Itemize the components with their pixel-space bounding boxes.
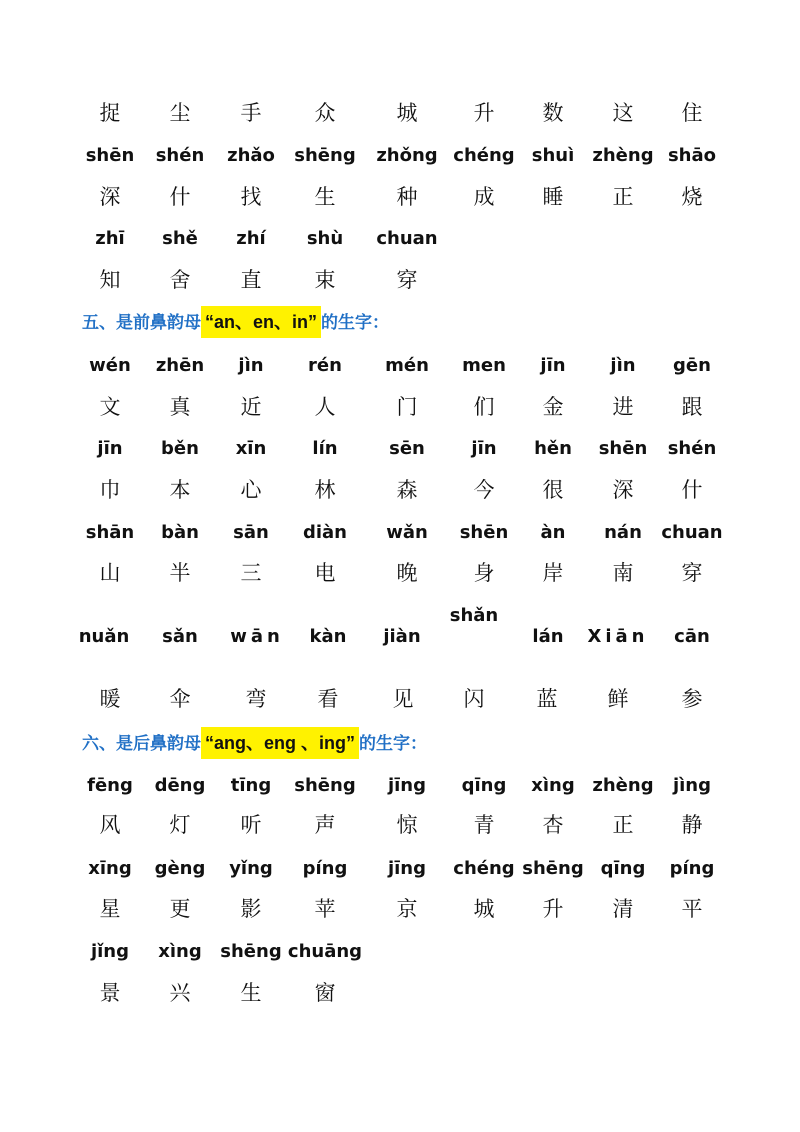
section-title-prefix: 六、是后鼻韵母 <box>82 734 201 754</box>
pinyin-text: shēng <box>220 941 282 962</box>
pinyin-row <box>0 513 800 553</box>
pinyin-text: shēn <box>598 438 648 459</box>
hanzi-char: 什 <box>169 185 191 209</box>
hanzi-row <box>0 177 800 217</box>
pinyin-text: shén <box>155 145 205 166</box>
hanzi-char: 林 <box>314 478 336 502</box>
pinyin-text: shān <box>85 522 135 543</box>
hanzi-char: 生 <box>314 185 336 209</box>
hanzi-char: 伞 <box>169 687 191 711</box>
hanzi-char: 近 <box>240 395 262 419</box>
pinyin-text: jǐng <box>90 941 130 962</box>
pinyin-text: chuan <box>376 228 438 249</box>
hanzi-char: 京 <box>396 897 418 921</box>
hanzi-row <box>0 973 800 1013</box>
hanzi-char: 山 <box>99 561 121 585</box>
pinyin-text: qīng <box>461 775 507 796</box>
hanzi-char: 青 <box>473 813 495 837</box>
pinyin-row <box>0 219 800 259</box>
pinyin-text: shù <box>306 228 344 249</box>
hanzi-char: 知 <box>99 268 121 292</box>
pinyin-text: bàn <box>161 522 199 543</box>
hanzi-char: 升 <box>542 897 564 921</box>
pinyin-text: píng <box>669 858 715 879</box>
hanzi-char: 窗 <box>314 981 336 1005</box>
pinyin-text: shě <box>162 228 198 249</box>
hanzi-char: 文 <box>99 395 121 419</box>
pinyin-text: gèng <box>154 858 206 879</box>
hanzi-char: 声 <box>314 813 336 837</box>
pinyin-text: zhí <box>236 228 266 249</box>
section-title-prefix: 五、是前鼻韵母 <box>82 313 201 333</box>
pinyin-text: kàn <box>309 626 347 647</box>
hanzi-char: 星 <box>99 897 121 921</box>
hanzi-char: 束 <box>314 268 336 292</box>
hanzi-char: 进 <box>612 395 634 419</box>
pinyin-text: nuǎn <box>78 626 130 647</box>
pinyin-text: yǐng <box>229 858 273 879</box>
hanzi-row <box>0 805 800 845</box>
hanzi-char: 半 <box>169 561 191 585</box>
pinyin-text: jiàn <box>383 626 421 647</box>
hanzi-char: 睡 <box>542 185 564 209</box>
pinyin-row <box>0 932 800 972</box>
pinyin-text: qīng <box>600 858 646 879</box>
hanzi-char: 看 <box>317 687 339 711</box>
pinyin-text: shāo <box>667 145 717 166</box>
hanzi-char: 正 <box>612 813 634 837</box>
hanzi-char: 这 <box>612 101 634 125</box>
pinyin-text: shuì <box>531 145 575 166</box>
hanzi-char: 什 <box>681 478 703 502</box>
pinyin-text: jìng <box>672 775 712 796</box>
hanzi-char: 成 <box>473 185 495 209</box>
pinyin-text: zhǎo <box>227 145 275 166</box>
hanzi-char: 尘 <box>169 101 191 125</box>
hanzi-char: 暖 <box>99 687 121 711</box>
pinyin-text: wén <box>89 355 131 376</box>
pinyin-text: cān <box>674 626 710 647</box>
hanzi-char: 景 <box>99 981 121 1005</box>
pinyin-text: jīn <box>540 355 566 376</box>
hanzi-row <box>0 889 800 929</box>
hanzi-char: 灯 <box>169 813 191 837</box>
hanzi-row <box>0 387 800 427</box>
pinyin-text: shēn <box>85 145 135 166</box>
hanzi-char: 兴 <box>169 981 191 1005</box>
pinyin-text: xìng <box>158 941 202 962</box>
pinyin-text: wǎn <box>386 522 428 543</box>
hanzi-char: 门 <box>396 395 418 419</box>
hanzi-char: 城 <box>473 897 495 921</box>
pinyin-text: jìn <box>238 355 264 376</box>
hanzi-row <box>0 679 800 719</box>
hanzi-char: 找 <box>240 185 262 209</box>
hanzi-char: 鲜 <box>607 687 629 711</box>
hanzi-char: 弯 <box>245 687 267 711</box>
hanzi-char: 深 <box>99 185 121 209</box>
section-title-highlight: “ang、eng 、ing” <box>201 727 359 759</box>
hanzi-char: 心 <box>240 478 262 502</box>
pinyin-text: wān <box>230 626 284 647</box>
pinyin-text: hěn <box>534 438 572 459</box>
hanzi-char: 舍 <box>169 268 191 292</box>
pinyin-text: dēng <box>154 775 206 796</box>
pinyin-text: zhēn <box>155 355 205 376</box>
hanzi-row <box>0 553 800 593</box>
pinyin-text: mén <box>385 355 429 376</box>
hanzi-char: 南 <box>612 561 634 585</box>
hanzi-char: 直 <box>240 268 262 292</box>
hanzi-char: 正 <box>612 185 634 209</box>
hanzi-char: 杏 <box>542 813 564 837</box>
hanzi-char: 晚 <box>396 561 418 585</box>
hanzi-char: 真 <box>169 395 191 419</box>
pinyin-text: běn <box>161 438 199 459</box>
pinyin-text: xīng <box>88 858 132 879</box>
hanzi-char: 影 <box>240 897 262 921</box>
hanzi-char: 升 <box>473 101 495 125</box>
section-title-highlight: “an、en、in” <box>201 306 321 338</box>
hanzi-char: 岸 <box>542 561 564 585</box>
pinyin-text: lín <box>312 438 338 459</box>
pinyin-text: shǎn <box>449 605 499 626</box>
hanzi-char: 烧 <box>681 185 703 209</box>
hanzi-char: 今 <box>473 478 495 502</box>
pinyin-text: rén <box>308 355 342 376</box>
pinyin-text: píng <box>302 858 348 879</box>
pinyin-row <box>0 346 800 386</box>
pinyin-text: fēng <box>87 775 133 796</box>
pinyin-text: zhèng <box>592 145 654 166</box>
pinyin-text: jìn <box>610 355 636 376</box>
pinyin-text: Xiān <box>587 626 649 647</box>
hanzi-char: 跟 <box>681 395 703 419</box>
pinyin-row <box>0 429 800 469</box>
pinyin-text: shēng <box>294 775 356 796</box>
pinyin-row <box>0 136 800 176</box>
pinyin-text: diàn <box>302 522 347 543</box>
hanzi-char: 很 <box>542 478 564 502</box>
pinyin-row <box>0 617 800 657</box>
pinyin-row <box>0 849 800 889</box>
hanzi-char: 金 <box>542 395 564 419</box>
hanzi-char: 电 <box>314 561 336 585</box>
pinyin-text: zhèng <box>592 775 654 796</box>
pinyin-text: shēng <box>522 858 584 879</box>
pinyin-text: jīng <box>387 775 427 796</box>
section-title-back-nasal <box>82 723 427 763</box>
pinyin-row <box>0 766 800 806</box>
hanzi-char: 见 <box>392 687 414 711</box>
hanzi-char: 蓝 <box>536 687 558 711</box>
hanzi-char: 们 <box>473 395 495 419</box>
hanzi-char: 惊 <box>396 813 418 837</box>
pinyin-text: chuāng <box>287 941 363 962</box>
hanzi-char: 听 <box>240 813 262 837</box>
pinyin-text: shēn <box>459 522 509 543</box>
hanzi-char: 本 <box>169 478 191 502</box>
hanzi-char: 生 <box>240 981 262 1005</box>
pinyin-text: nán <box>604 522 642 543</box>
pinyin-text: chuan <box>661 522 723 543</box>
hanzi-char: 身 <box>473 561 495 585</box>
hanzi-char: 数 <box>542 101 564 125</box>
pinyin-text: xìng <box>531 775 575 796</box>
pinyin-text: sǎn <box>162 626 198 647</box>
pinyin-text: chéng <box>453 145 515 166</box>
section-title-suffix: 的生字： <box>321 313 390 333</box>
pinyin-text: àn <box>540 522 566 543</box>
hanzi-char: 静 <box>681 813 703 837</box>
pinyin-text: sān <box>233 522 269 543</box>
hanzi-char: 穿 <box>396 268 418 292</box>
pinyin-text: xīn <box>235 438 267 459</box>
hanzi-row <box>0 93 800 133</box>
hanzi-char: 巾 <box>99 478 121 502</box>
hanzi-char: 种 <box>396 185 418 209</box>
hanzi-char: 三 <box>240 561 262 585</box>
pinyin-text: men <box>462 355 506 376</box>
pinyin-text: shén <box>667 438 717 459</box>
hanzi-char: 城 <box>396 101 418 125</box>
hanzi-row <box>0 260 800 300</box>
hanzi-char: 人 <box>314 395 336 419</box>
section-title-front-nasal <box>82 302 389 342</box>
pinyin-text: zhī <box>95 228 125 249</box>
pinyin-text: zhǒng <box>376 145 438 166</box>
hanzi-char: 捉 <box>99 101 121 125</box>
pinyin-text: gēn <box>673 355 711 376</box>
hanzi-char: 更 <box>169 897 191 921</box>
hanzi-char: 手 <box>240 101 262 125</box>
hanzi-char: 苹 <box>314 897 336 921</box>
hanzi-char: 平 <box>681 897 703 921</box>
pinyin-text: jīn <box>97 438 123 459</box>
hanzi-char: 闪 <box>463 687 485 711</box>
pinyin-text: chéng <box>453 858 515 879</box>
hanzi-char: 森 <box>396 478 418 502</box>
section-title-suffix: 的生字： <box>359 734 427 754</box>
hanzi-char: 清 <box>612 897 634 921</box>
pinyin-text: jīn <box>471 438 497 459</box>
pinyin-text: sēn <box>389 438 425 459</box>
hanzi-char: 住 <box>681 101 703 125</box>
hanzi-char: 风 <box>99 813 121 837</box>
pinyin-text: lán <box>532 626 564 647</box>
pinyin-text: shēng <box>294 145 356 166</box>
hanzi-char: 穿 <box>681 561 703 585</box>
hanzi-char: 参 <box>681 687 703 711</box>
hanzi-char: 深 <box>612 478 634 502</box>
hanzi-char: 众 <box>314 101 336 125</box>
hanzi-row <box>0 470 800 510</box>
pinyin-text: jīng <box>387 858 427 879</box>
pinyin-text: tīng <box>230 775 272 796</box>
